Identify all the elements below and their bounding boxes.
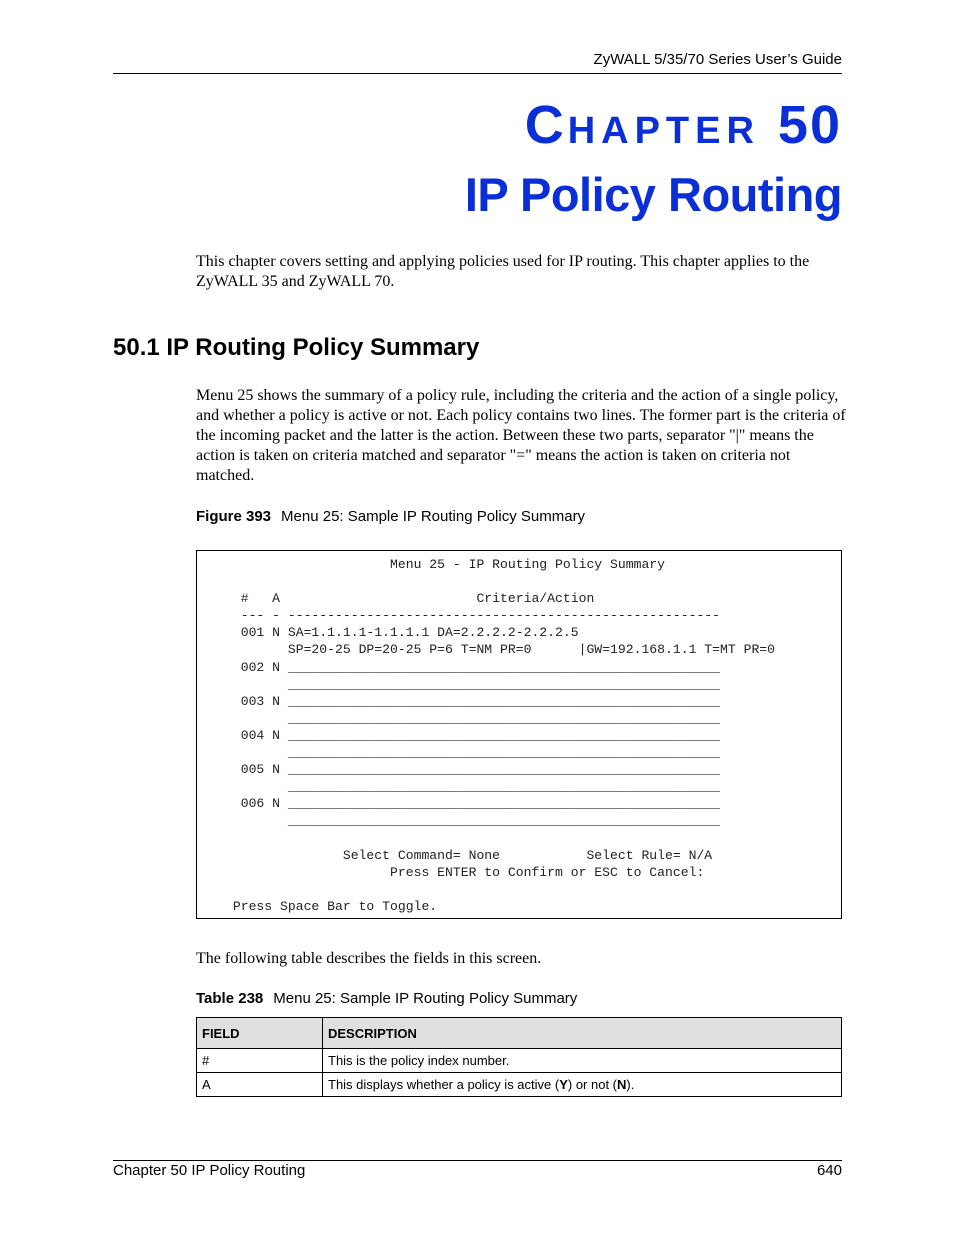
- menu-screen-figure: [196, 550, 842, 919]
- table-header-row: [197, 1018, 842, 1049]
- section-heading: 50.1 IP Routing Policy Summary: [113, 334, 480, 361]
- figure-caption-text: Menu 25: Sample IP Routing Policy Summary: [281, 508, 586, 525]
- column-header-field: FIELD: [197, 1018, 323, 1049]
- field-cell: A: [197, 1073, 323, 1097]
- footer-divider: [113, 1160, 842, 1161]
- table-row: [197, 1049, 842, 1073]
- table-label: Table 238: [196, 990, 264, 1007]
- chapter-label: [524, 95, 842, 155]
- chapter-number: 50: [777, 95, 842, 155]
- header-divider: [113, 73, 842, 74]
- description-cell: This is the policy index number.: [323, 1049, 842, 1073]
- table-row: [197, 1073, 842, 1097]
- chapter-label-initial: C: [524, 95, 568, 155]
- page-number: 640: [816, 1162, 842, 1179]
- section-body-paragraph: Menu 25 shows the summary of a policy rule, including the criteria and the action of a single policy, and whether a policy is active or not. Each policy contains two lines. The former part is the criteria of the incoming packet and the latter is the action. Between these two parts, separator "|" means the action is taken on criteria matched and separator "=" means the action is taken on criteria not matched.: [196, 387, 846, 484]
- chapter-label-rest: HAPTER: [567, 110, 760, 152]
- table-caption-text: Menu 25: Sample IP Routing Policy Summary: [273, 990, 578, 1007]
- menu-screen-text: Menu 25 - IP Routing Policy Summary # A Criteria/Action --- - ------------------------------------------------------- 001 N SA=1.1.1.1-1.1.1.1 DA=2.2.2.2-2.2.2.5 SP=20-25 DP=20-25 P=6 T=NM PR=0 |GW=192.168.1.1 T=MT PR=0 002 N _______________________________________________________ _______________________________________________________ 003 N _______________________________________________________ _______________________________________________________ 004 N _______________________________________________________ _______________________________________________________ 005 N _______________________________________________________ _______________________________________________________ 006 N _______________________________________________________ _______________________________________________________ Select Command= None Select Rule= N/A Press ENTER to Confirm or ESC to Cancel: Press Space Bar to Toggle.: [232, 557, 776, 914]
- description-cell: This displays whether a policy is active (Y) or not (N).: [323, 1073, 842, 1097]
- table-caption: [196, 990, 577, 1007]
- running-header: ZyWALL 5/35/70 Series User’s Guide: [593, 51, 842, 68]
- field-cell: #: [197, 1049, 323, 1073]
- chapter-title: IP Policy Routing: [464, 168, 842, 221]
- figure-caption: [196, 508, 585, 525]
- column-header-description: DESCRIPTION: [323, 1018, 842, 1049]
- table-intro-paragraph: The following table describes the fields in this screen.: [196, 950, 542, 967]
- field-description-table: [196, 1017, 842, 1097]
- footer-chapter-title: Chapter 50 IP Policy Routing: [113, 1162, 306, 1179]
- figure-label: Figure 393: [196, 508, 272, 525]
- intro-paragraph: This chapter covers setting and applying policies used for IP routing. This chapter applies to the ZyWALL 35 and ZyWALL 70.: [196, 253, 810, 290]
